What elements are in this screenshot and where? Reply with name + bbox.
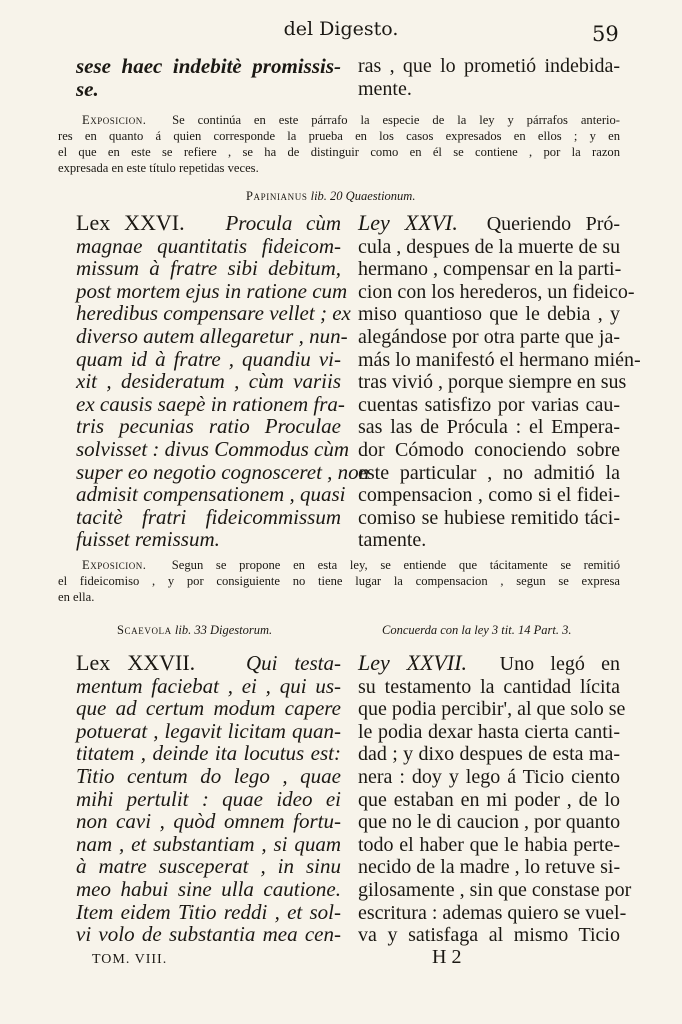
spanish-line: mente. [358, 77, 412, 100]
note-line: Exposicion. Segun se propone en esta ley, se entiende que tácitamente se remitió [82, 558, 621, 572]
spanish-line: Ley XXVII. Uno legó en [358, 650, 621, 675]
spanish-line: que podia percibir', al que solo se [358, 698, 626, 721]
latin-line: admisit compensationem , quasi [76, 482, 346, 507]
concordance-note: Concuerda con la ley 3 tit. 14 Part. 3. [382, 623, 572, 637]
latin-line: solvisset : divus Commodus cùm [76, 436, 349, 461]
latin-line: Titio centum do lego , quae [76, 763, 341, 788]
attribution [246, 189, 415, 204]
spanish-line: cion con los herederos, un fideico- [358, 280, 635, 303]
spanish-line: tras vivió , porque siempre en sus [358, 371, 627, 394]
spanish-line: hermano , compensar en la parti- [358, 258, 622, 281]
spanish-line: va y satisfaga al mismo Ticio [358, 924, 620, 947]
exposicion-label: Exposicion. [82, 113, 147, 127]
exposicion-note [58, 112, 620, 176]
law-heading: Lex XXVI. [76, 210, 185, 235]
latin-line: missum à fratre sibi debitum, [76, 256, 341, 281]
latin-lines [76, 675, 341, 946]
latin-line: titatem , deinde ita locutus est: [76, 741, 341, 766]
note-line: res en quanto á quien corresponde la prueba en los casos expresados en ellos ; y en [58, 129, 620, 143]
jurist-name: Papinianus [246, 189, 308, 203]
running-header: del Digesto. [283, 18, 399, 40]
latin-line: à matre susceperat , in sinu [76, 854, 341, 879]
page-number: 59 [592, 22, 619, 46]
latin-line: se. [76, 76, 99, 101]
latin-line: heredibus compensare vellet ; ex [76, 301, 351, 326]
latin-line: meo habui sine ulla cautione. [76, 876, 341, 901]
law-heading: Ley XXVII. [358, 650, 468, 675]
latin-line: mentum faciebat , ei , qui us- [76, 673, 341, 698]
work-citation: lib. 33 Digestorum. [174, 623, 273, 637]
spanish-line: este particular , no admitió la [358, 461, 620, 484]
spanish-line: le podia dexar hasta cierta canti- [358, 720, 620, 743]
spanish-line: comiso se hubiese remitido táci- [358, 506, 620, 529]
spanish-line: ras , que lo prometió indebida- [358, 55, 620, 77]
latin-continuation [76, 55, 341, 100]
spanish-line: dad ; y dixo despues de esta ma- [358, 743, 620, 766]
latin-line: Item eidem Titio reddi , et sol- [76, 899, 341, 924]
latin-line: mihi pertulit : quae ideo ei [76, 786, 341, 811]
latin-line: xit , desideratum , cùm variis [76, 369, 341, 394]
exposicion-note [58, 557, 620, 605]
latin-line: super eo negotio cognosceret , non [76, 459, 370, 484]
spanish-line: que estaban en mi poder , de lo [358, 788, 620, 811]
latin-line: fuisset remissum. [76, 527, 220, 552]
note-line: el fideicomiso , y por consiguiente no tiene lugar la compensacion , segun se expresa [58, 574, 620, 588]
spanish-line: tamente. [358, 529, 427, 552]
spanish-continuation [358, 55, 620, 100]
spanish-line: miso quantioso que le debia , y [358, 303, 620, 326]
latin-line: non cavi , quòd omnem fortu- [76, 809, 341, 834]
latin-line: Lex XXVI. Procula cùm [76, 210, 341, 235]
latin-line: que ad certum modum capere [76, 696, 341, 721]
latin-line: vi volo de substantia mea cen- [76, 922, 341, 947]
note-line: Exposicion. Se continúa en este párrafo la especie de la ley y párrafos anterio- [82, 113, 621, 127]
signature-mark: H 2 [432, 946, 462, 968]
spanish-line: su testamento la cantidad lícita [358, 675, 620, 698]
jurist-name: Scaevola [117, 623, 172, 637]
spanish-line: nera : doy y lego á Ticio ciento [358, 765, 620, 788]
spanish-line: necido de la madre , lo retuve si- [358, 856, 621, 879]
spanish-line: dor Cómodo conociendo sobre [358, 438, 620, 461]
work-citation: lib. 20 Quaestionum. [310, 189, 416, 203]
latin-line: nam , et substantiam , si quam [76, 831, 341, 856]
spanish-lines [358, 675, 632, 947]
latin-line: quam id à fratre , quandiu vi- [76, 346, 341, 371]
latin-line: tris pecunias ratio Proculae [76, 414, 341, 439]
law-heading: Ley XXVI. [358, 210, 458, 235]
law-heading: Lex XXVII. [76, 650, 196, 675]
latin-text-27 [76, 652, 341, 946]
latin-line: ex causis saepè in rationem fra- [76, 391, 345, 416]
latin-line: magnae quantitatis fideicom- [76, 233, 341, 258]
spanish-line: gilosamente , sin que constase por [358, 878, 632, 901]
latin-line: sese haec indebitè promissis- [76, 54, 341, 78]
spanish-lines [358, 235, 641, 552]
note-line: expresada en este título repetidas veces. [58, 161, 259, 175]
spanish-line: cula , despues de la muerte de su [358, 235, 621, 258]
attribution [117, 623, 272, 638]
volume-marker: TOM. VIII. [92, 952, 168, 967]
latin-line: potuerat , legavit licitam quan- [76, 718, 341, 743]
latin-lines [76, 233, 370, 552]
spanish-line: más lo manifestó el hermano mién- [358, 348, 641, 371]
spanish-line: escritura : ademas quiero se vuel- [358, 901, 627, 924]
latin-line: post mortem ejus in ratione cum [76, 278, 348, 303]
latin-line: Lex XXVII. Qui testa- [76, 650, 342, 675]
spanish-line: sas las de Prócula : el Empera- [358, 416, 620, 439]
spanish-line: todo el haber que le habia perte- [358, 833, 620, 856]
spanish-text-27 [358, 650, 632, 947]
latin-text-26 [76, 210, 370, 552]
spanish-line: cuentas satisfizo por varias cau- [358, 393, 620, 416]
spanish-line: Ley XXVI. Queriendo Pró- [358, 210, 621, 235]
latin-line: tacitè fratri fideicommissum [76, 504, 341, 529]
spanish-text-26 [358, 210, 641, 552]
note-line: en ella. [58, 590, 95, 604]
spanish-line: alegándose por otra parte que ja- [358, 325, 620, 348]
note-line: el que en este se refiere , se ha de distinguir como en él se contiene , por la razon [58, 145, 620, 159]
latin-line: diverso autem allegaretur , nun- [76, 323, 348, 348]
spanish-line: que no le di caucion , por quanto [358, 811, 621, 834]
exposicion-label: Exposicion. [82, 558, 147, 572]
spanish-line: compensacion , como si el fidei- [358, 484, 620, 507]
